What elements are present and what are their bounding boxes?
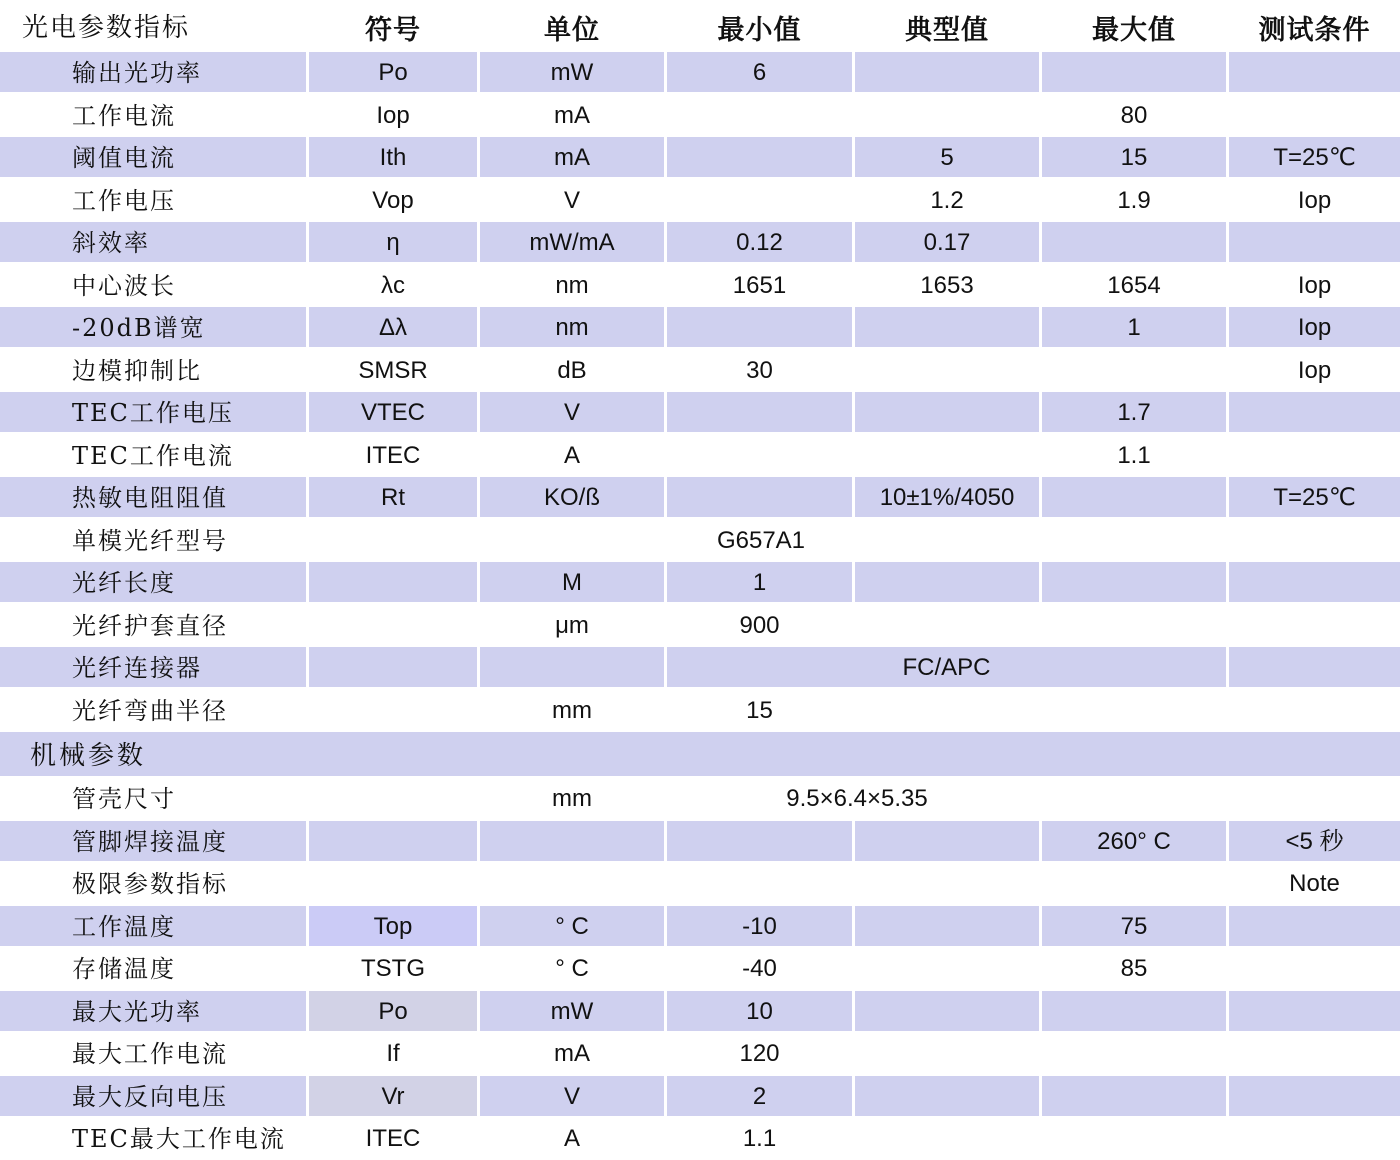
- typ-cell: [855, 435, 1039, 475]
- param-name: 中心波长: [72, 272, 176, 300]
- cond-cell: [1229, 948, 1400, 988]
- max-cell: [1042, 605, 1226, 645]
- max-cell: 1: [1042, 307, 1226, 347]
- min-cell: 10: [667, 991, 852, 1031]
- symbol-cell: Po: [309, 52, 477, 92]
- param-name: 管脚焊接温度: [0, 821, 306, 861]
- cond-cell: Note: [1289, 870, 1340, 897]
- unit-cell: A: [563, 1125, 580, 1152]
- cond-cell: [1229, 906, 1400, 946]
- symbol-cell: ITEC: [365, 442, 421, 469]
- table-header: [0, 0, 1400, 52]
- cond-cell: [1229, 605, 1400, 645]
- cond-cell: [1229, 690, 1400, 730]
- symbol-cell: Top: [309, 906, 477, 946]
- min-cell: [667, 435, 852, 475]
- cond-cell: T=25℃: [1229, 137, 1400, 177]
- typ-cell: [855, 392, 1039, 432]
- symbol-cell: Vr: [309, 1076, 477, 1116]
- param-name: 最大工作电流: [72, 1040, 228, 1068]
- min-cell: 0.12: [667, 222, 852, 262]
- table-row: [0, 1076, 1400, 1118]
- table-row: [0, 435, 1400, 477]
- connector-cell: FC/APC: [667, 647, 1226, 687]
- param-name: 工作电压: [72, 187, 176, 215]
- unit-cell: mA: [554, 102, 590, 129]
- table-row: [0, 137, 1400, 179]
- min-cell: 1651: [732, 272, 787, 299]
- max-cell: [1042, 690, 1226, 730]
- symbol-cell: Po: [309, 991, 477, 1031]
- max-cell: [1042, 350, 1226, 390]
- unit-cell: mA: [480, 137, 664, 177]
- param-name: -20dB谱宽: [0, 307, 306, 347]
- typ-cell: [855, 991, 1039, 1031]
- symbol-cell: [309, 605, 477, 645]
- min-cell: 1: [667, 562, 852, 602]
- symbol-cell: [309, 821, 477, 861]
- table-row: [0, 647, 1400, 689]
- min-cell: 1.1: [742, 1125, 777, 1152]
- cond-cell: [1229, 95, 1400, 135]
- table-row: [0, 605, 1400, 647]
- param-name: 斜效率: [0, 222, 306, 262]
- symbol-cell: [309, 647, 477, 687]
- symbol-cell: Δλ: [309, 307, 477, 347]
- max-cell: 85: [1120, 955, 1148, 982]
- table-row: [0, 1118, 1400, 1160]
- typ-cell: 1653: [920, 272, 974, 299]
- header-typ: 典型值: [905, 15, 989, 45]
- table-row: [0, 307, 1400, 349]
- typ-cell: [855, 948, 1039, 988]
- unit-cell: [480, 647, 664, 687]
- typ-cell: [855, 906, 1039, 946]
- section-title: 机械参数: [30, 741, 147, 771]
- min-cell: 2: [667, 1076, 852, 1116]
- unit-cell: mW/mA: [480, 222, 664, 262]
- fiber-model-cell: G657A1: [716, 527, 806, 554]
- cond-cell: Iop: [1229, 307, 1400, 347]
- typ-cell: [855, 95, 1039, 135]
- symbol-cell: η: [309, 222, 477, 262]
- unit-cell: V: [480, 392, 664, 432]
- max-cell: [1042, 520, 1226, 560]
- param-name: 光纤护套直径: [72, 612, 228, 640]
- table-row: [0, 222, 1400, 264]
- unit-cell: M: [480, 562, 664, 602]
- cond-cell: [1229, 562, 1400, 602]
- header-symbol: 符号: [365, 15, 421, 45]
- min-cell: [667, 392, 852, 432]
- symbol-cell: TSTG: [361, 955, 425, 982]
- param-name: 边模抑制比: [72, 357, 202, 385]
- cond-cell: T=25℃: [1229, 477, 1400, 517]
- table-row: [0, 392, 1400, 434]
- cond-cell: [1229, 520, 1400, 560]
- cond-cell: Iop: [1297, 187, 1332, 214]
- table-row: [0, 180, 1400, 222]
- unit-cell: mm: [552, 697, 592, 724]
- min-cell: [667, 95, 852, 135]
- typ-cell: 1.2: [930, 187, 964, 214]
- symbol-cell: If: [386, 1040, 400, 1067]
- unit-cell: mA: [554, 1040, 590, 1067]
- unit-cell: ° C: [555, 955, 589, 982]
- table-row: [0, 690, 1400, 732]
- max-cell: [1042, 1076, 1226, 1116]
- symbol-cell: [309, 863, 477, 903]
- dimensions-cell: 9.5×6.4×5.35: [786, 785, 928, 812]
- min-cell: 120: [739, 1040, 780, 1067]
- min-cell: 30: [746, 357, 773, 384]
- table-row: [0, 477, 1400, 519]
- max-cell: [1042, 1118, 1226, 1158]
- min-cell: 6: [667, 52, 852, 92]
- symbol-cell: [309, 520, 477, 560]
- param-name: TEC最大工作电流: [72, 1125, 286, 1153]
- symbol-cell: ITEC: [365, 1125, 421, 1152]
- max-cell: [1042, 991, 1226, 1031]
- typ-cell: [855, 821, 1039, 861]
- unit-cell: [480, 821, 664, 861]
- typ-cell: [855, 605, 1039, 645]
- min-cell: 900: [739, 612, 780, 639]
- min-cell: [667, 137, 852, 177]
- symbol-cell: SMSR: [358, 357, 428, 384]
- max-cell: [1042, 477, 1226, 517]
- cond-cell: [1229, 392, 1400, 432]
- table-row: [0, 991, 1400, 1033]
- symbol-cell: Rt: [309, 477, 477, 517]
- cond-cell: [1229, 1118, 1400, 1158]
- unit-cell: A: [563, 442, 580, 469]
- min-cell: 15: [746, 697, 773, 724]
- param-name: 输出光功率: [0, 52, 306, 92]
- cond-cell: [1229, 222, 1400, 262]
- typ-cell: [855, 863, 1039, 903]
- param-name: 光纤弯曲半径: [72, 697, 228, 725]
- header-param: 光电参数指标: [22, 13, 191, 43]
- max-cell: [1042, 52, 1226, 92]
- table-row: [0, 906, 1400, 948]
- unit-cell: V: [480, 1076, 664, 1116]
- cond-cell: [1229, 647, 1400, 687]
- table-row: [0, 52, 1400, 94]
- table-row: [0, 778, 1400, 820]
- typ-cell: 5: [855, 137, 1039, 177]
- min-cell: [667, 307, 852, 347]
- header-min: 最小值: [717, 15, 802, 45]
- typ-cell: [855, 350, 1039, 390]
- max-cell: [1042, 1033, 1226, 1073]
- max-cell: 75: [1042, 906, 1226, 946]
- min-cell: [667, 863, 852, 903]
- min-cell: [667, 477, 852, 517]
- header-max: 最大值: [1092, 15, 1176, 45]
- param-name: 阈值电流: [0, 137, 306, 177]
- cond-cell: Iop: [1297, 272, 1332, 299]
- cond-cell: [1229, 1076, 1400, 1116]
- typ-cell: [855, 690, 1039, 730]
- unit-cell: mW: [480, 991, 664, 1031]
- param-name: 单模光纤型号: [72, 527, 228, 555]
- unit-cell: dB: [557, 357, 587, 384]
- max-cell: 1.7: [1042, 392, 1226, 432]
- table-row: [0, 562, 1400, 604]
- cond-cell: Iop: [1297, 357, 1332, 384]
- table-row: [0, 863, 1400, 905]
- typ-cell: [855, 307, 1039, 347]
- param-name: 最大光功率: [0, 991, 306, 1031]
- cond-cell: [1229, 52, 1400, 92]
- typ-cell: [855, 1076, 1039, 1116]
- table-row: [0, 948, 1400, 990]
- symbol-cell: [309, 690, 477, 730]
- cond-cell: [1229, 1033, 1400, 1073]
- symbol-cell: λc: [381, 272, 405, 299]
- param-name: 光纤长度: [0, 562, 306, 602]
- param-name: 存储温度: [72, 955, 176, 983]
- unit-cell: ° C: [480, 906, 664, 946]
- param-name: 工作温度: [0, 906, 306, 946]
- table-row: [0, 95, 1400, 137]
- table-row: [0, 1033, 1400, 1075]
- typ-cell: [855, 562, 1039, 602]
- unit-cell: [480, 863, 664, 903]
- unit-cell: KO/ß: [480, 477, 664, 517]
- max-cell: 1.9: [1117, 187, 1151, 214]
- section-mechanical: [0, 732, 1400, 776]
- unit-cell: mW: [480, 52, 664, 92]
- param-name: TEC工作电流: [72, 442, 234, 470]
- typ-cell: 0.17: [855, 222, 1039, 262]
- table-row: [0, 350, 1400, 392]
- max-cell: 1654: [1107, 272, 1161, 299]
- param-name: 光纤连接器: [0, 647, 306, 687]
- typ-cell: [855, 52, 1039, 92]
- max-cell: 1.1: [1117, 442, 1151, 469]
- header-cond: 测试条件: [1258, 15, 1371, 45]
- symbol-cell: Ith: [309, 137, 477, 177]
- min-cell: [667, 180, 852, 220]
- max-cell: 80: [1120, 102, 1148, 129]
- typ-cell: 10±1%/4050: [855, 477, 1039, 517]
- typ-cell: [855, 1033, 1039, 1073]
- min-cell: [667, 821, 852, 861]
- cond-cell: [1229, 991, 1400, 1031]
- unit-cell: μm: [555, 612, 589, 639]
- table-row: [0, 265, 1400, 307]
- param-name: 热敏电阻阻值: [0, 477, 306, 517]
- param-name: TEC工作电压: [0, 392, 306, 432]
- max-cell: 15: [1042, 137, 1226, 177]
- max-cell: [1042, 562, 1226, 602]
- header-unit: 单位: [544, 15, 600, 45]
- cond-cell: [1229, 435, 1400, 475]
- param-name: 最大反向电压: [0, 1076, 306, 1116]
- unit-cell: nm: [480, 307, 664, 347]
- max-cell: [1042, 863, 1226, 903]
- symbol-cell: Iop: [376, 102, 410, 129]
- symbol-cell: Vop: [372, 187, 414, 214]
- symbol-cell: [309, 778, 477, 818]
- unit-cell: nm: [555, 272, 589, 299]
- symbol-cell: VTEC: [309, 392, 477, 432]
- min-cell: -40: [742, 955, 777, 982]
- cond-cell: <5 秒: [1229, 821, 1400, 861]
- unit-cell: mm: [552, 785, 592, 812]
- param-name: 极限参数指标: [72, 870, 228, 898]
- param-name: 工作电流: [72, 102, 176, 130]
- table-row: [0, 821, 1400, 863]
- max-cell: 260° C: [1042, 821, 1226, 861]
- max-cell: [1042, 222, 1226, 262]
- param-name: 管壳尺寸: [72, 785, 176, 813]
- table-row: [0, 520, 1400, 562]
- unit-cell: V: [563, 187, 580, 214]
- typ-cell: [855, 1118, 1039, 1158]
- symbol-cell: [309, 562, 477, 602]
- min-cell: -10: [667, 906, 852, 946]
